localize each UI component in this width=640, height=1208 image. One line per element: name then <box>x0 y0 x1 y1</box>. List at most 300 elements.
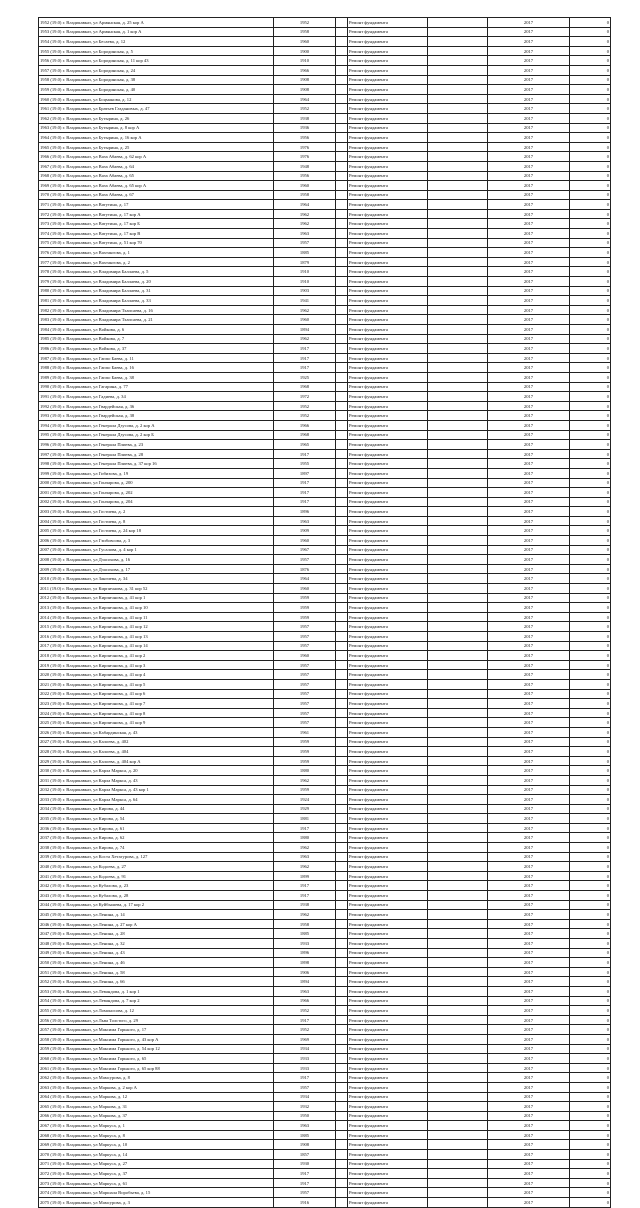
plan-year-cell: 2017 <box>488 1130 570 1140</box>
blank-cell <box>428 843 488 853</box>
table-row <box>39 478 611 488</box>
table-row <box>39 46 611 56</box>
table-row <box>39 1044 611 1054</box>
work-type-cell: Ремонт фундамента <box>348 152 428 162</box>
build-year-cell: 1957 <box>274 1188 336 1198</box>
value-cell: 0 <box>570 449 611 459</box>
work-type-cell: Ремонт фундамента <box>348 756 428 766</box>
blank-cell <box>336 401 348 411</box>
blank-cell <box>336 1198 348 1208</box>
work-type-cell: Ремонт фундамента <box>348 94 428 104</box>
plan-year-cell: 2017 <box>488 229 570 239</box>
plan-year-cell: 2017 <box>488 584 570 594</box>
table-row <box>39 670 611 680</box>
plan-year-cell: 2017 <box>488 727 570 737</box>
work-type-cell: Ремонт фундамента <box>348 919 428 929</box>
address-cell: 2062 (19.0) г. Владикавказ, ул Мамсурова, д. 8 <box>39 1073 274 1083</box>
address-cell: 1994 (19.0) г. Владикавказ, ул Генерала Дзусова, д. 2 кор А <box>39 420 274 430</box>
work-type-cell: Ремонт фундамента <box>348 737 428 747</box>
blank-cell <box>336 737 348 747</box>
build-year-cell: 1957 <box>274 679 336 689</box>
plan-year-cell: 2017 <box>488 612 570 622</box>
plan-year-cell: 2017 <box>488 315 570 325</box>
address-cell: 1965 (19.0) г. Владикавказ, ул Бутырина, д. 25 <box>39 142 274 152</box>
blank-cell <box>428 785 488 795</box>
blank-cell <box>428 353 488 363</box>
blank-cell <box>428 670 488 680</box>
value-cell: 0 <box>570 603 611 613</box>
blank-cell <box>428 449 488 459</box>
blank-cell <box>428 919 488 929</box>
value-cell: 0 <box>570 1044 611 1054</box>
value-cell: 0 <box>570 910 611 920</box>
blank-cell <box>428 823 488 833</box>
work-type-cell: Ремонт фундамента <box>348 804 428 814</box>
plan-year-cell: 2017 <box>488 372 570 382</box>
blank-cell <box>428 497 488 507</box>
address-cell: 2065 (19.0) г. Владикавказ, ул Маркова, д. 31 <box>39 1102 274 1112</box>
value-cell: 0 <box>570 238 611 248</box>
work-type-cell: Ремонт фундамента <box>348 488 428 498</box>
blank-cell <box>336 891 348 901</box>
address-cell: 1959 (19.0) г. Владикавказ, ул Бородинская, д. 40 <box>39 85 274 95</box>
work-type-cell: Ремонт фундамента <box>348 574 428 584</box>
address-cell: 2033 (19.0) г. Владикавказ, ул Карла Маркса, д. 64 <box>39 795 274 805</box>
plan-year-cell: 2017 <box>488 958 570 968</box>
blank-cell <box>428 584 488 594</box>
address-cell: 1962 (19.0) г. Владикавказ, ул Бутырина, д. 26 <box>39 113 274 123</box>
plan-year-cell: 2017 <box>488 382 570 392</box>
blank-cell <box>336 871 348 881</box>
table-row <box>39 459 611 469</box>
table-row <box>39 65 611 75</box>
address-cell: 1988 (19.0) г. Владикавказ, ул Гаппо Баева, д. 16 <box>39 363 274 373</box>
value-cell: 0 <box>570 85 611 95</box>
address-cell: 2050 (19.0) г. Владикавказ, ул Ленина, д. 46 <box>39 958 274 968</box>
build-year-cell: 1948 <box>274 161 336 171</box>
blank-cell <box>336 612 348 622</box>
table-row <box>39 507 611 517</box>
blank-cell <box>336 133 348 143</box>
plan-year-cell: 2017 <box>488 622 570 632</box>
build-year-cell: 1924 <box>274 795 336 805</box>
blank-cell <box>336 1150 348 1160</box>
blank-cell <box>428 133 488 143</box>
address-cell: 2032 (19.0) г. Владикавказ, ул Карла Маркса, д. 43 кор 1 <box>39 785 274 795</box>
work-type-cell: Ремонт фундамента <box>348 1025 428 1035</box>
build-year-cell: 1885 <box>274 929 336 939</box>
blank-cell <box>428 277 488 287</box>
plan-year-cell: 2017 <box>488 27 570 37</box>
table-row <box>39 257 611 267</box>
work-type-cell: Ремонт фундамента <box>348 161 428 171</box>
build-year-cell: 1963 <box>274 986 336 996</box>
table-row <box>39 1034 611 1044</box>
address-cell: 2012 (19.0) г. Владикавказ, ул Кирпичнова, д. 41 кор 1 <box>39 593 274 603</box>
work-type-cell: Ремонт фундамента <box>348 142 428 152</box>
table-row <box>39 449 611 459</box>
value-cell: 0 <box>570 708 611 718</box>
plan-year-cell: 2017 <box>488 46 570 56</box>
build-year-cell: 1950 <box>274 1111 336 1121</box>
value-cell: 0 <box>570 46 611 56</box>
blank-cell <box>428 833 488 843</box>
blank-cell <box>428 536 488 546</box>
address-cell: 2056 (19.0) г. Владикавказ, ул Льва Толстого, д. 29 <box>39 1015 274 1025</box>
value-cell: 0 <box>570 305 611 315</box>
table-row <box>39 536 611 546</box>
blank-cell <box>428 219 488 229</box>
build-year-cell: 1959 <box>274 603 336 613</box>
plan-year-cell: 2017 <box>488 1082 570 1092</box>
blank-cell <box>336 574 348 584</box>
address-cell: 2035 (19.0) г. Владикавказ, ул Кирова, д. 54 <box>39 814 274 824</box>
blank-cell <box>336 584 348 594</box>
build-year-cell: 1963 <box>274 852 336 862</box>
blank-cell <box>336 622 348 632</box>
work-type-cell: Ремонт фундамента <box>348 536 428 546</box>
build-year-cell: 1917 <box>274 449 336 459</box>
blank-cell <box>428 1169 488 1179</box>
blank-cell <box>428 104 488 114</box>
table-row <box>39 181 611 191</box>
address-cell: 1998 (19.0) г. Владикавказ, ул Генерала Плиева, д. 37 кор 16 <box>39 459 274 469</box>
value-cell: 0 <box>570 670 611 680</box>
blank-cell <box>428 325 488 335</box>
build-year-cell: 1929 <box>274 804 336 814</box>
address-cell: 1957 (19.0) г. Владикавказ, ул Бородинская, д. 24 <box>39 65 274 75</box>
work-type-cell: Ремонт фундамента <box>348 27 428 37</box>
build-year-cell: 1967 <box>274 545 336 555</box>
table-row <box>39 1102 611 1112</box>
blank-cell <box>336 545 348 555</box>
table-row <box>39 325 611 335</box>
value-cell: 0 <box>570 555 611 565</box>
build-year-cell: 1969 <box>274 1034 336 1044</box>
build-year-cell: 1917 <box>274 1169 336 1179</box>
work-type-cell: Ремонт фундамента <box>348 248 428 258</box>
blank-cell <box>336 775 348 785</box>
work-type-cell: Ремонт фундамента <box>348 113 428 123</box>
plan-year-cell: 2017 <box>488 718 570 728</box>
blank-cell <box>336 804 348 814</box>
blank-cell <box>336 996 348 1006</box>
blank-cell <box>336 1130 348 1140</box>
work-type-cell: Ремонт фундамента <box>348 603 428 613</box>
table-row <box>39 699 611 709</box>
blank-cell <box>336 344 348 354</box>
address-cell: 1982 (19.0) г. Владикавказ, ул Владимира Тхапсаева, д. 16 <box>39 305 274 315</box>
blank-cell <box>428 795 488 805</box>
work-type-cell: Ремонт фундамента <box>348 1159 428 1169</box>
blank-cell <box>336 334 348 344</box>
table-row <box>39 632 611 642</box>
build-year-cell: 1932 <box>274 1102 336 1112</box>
build-year-cell: 1964 <box>274 94 336 104</box>
work-type-cell: Ремонт фундамента <box>348 344 428 354</box>
value-cell: 0 <box>570 795 611 805</box>
value-cell: 0 <box>570 929 611 939</box>
address-cell: 2053 (19.0) г. Владикавказ, ул Левандова, д. 1 кор 1 <box>39 986 274 996</box>
build-year-cell: 1963 <box>274 1121 336 1131</box>
plan-year-cell: 2017 <box>488 775 570 785</box>
address-cell: 2044 (19.0) г. Владикавказ, ул Куйбышева, д. 17 кор 2 <box>39 900 274 910</box>
work-type-cell: Ремонт фундамента <box>348 1111 428 1121</box>
build-year-cell: 1957 <box>274 1082 336 1092</box>
build-year-cell: 1966 <box>274 65 336 75</box>
work-type-cell: Ремонт фундамента <box>348 775 428 785</box>
address-cell: 2075 (19.0) г. Владикавказ, ул Мамсурова, д. 3 <box>39 1198 274 1208</box>
build-year-cell: 1898 <box>274 958 336 968</box>
build-year-cell: 1934 <box>274 1092 336 1102</box>
build-year-cell: 1930 <box>274 1159 336 1169</box>
work-type-cell: Ремонт фундамента <box>348 449 428 459</box>
address-cell: 2036 (19.0) г. Владикавказ, ул Кирова, д. 61 <box>39 823 274 833</box>
value-cell: 0 <box>570 1034 611 1044</box>
value-cell: 0 <box>570 37 611 47</box>
plan-year-cell: 2017 <box>488 296 570 306</box>
plan-year-cell: 2017 <box>488 430 570 440</box>
work-type-cell: Ремонт фундамента <box>348 929 428 939</box>
value-cell: 0 <box>570 161 611 171</box>
work-type-cell: Ремонт фундамента <box>348 430 428 440</box>
blank-cell <box>336 200 348 210</box>
build-year-cell: 1959 <box>274 737 336 747</box>
build-year-cell: 1910 <box>274 267 336 277</box>
value-cell: 0 <box>570 891 611 901</box>
value-cell: 0 <box>570 574 611 584</box>
work-type-cell: Ремонт фундамента <box>348 996 428 1006</box>
work-type-cell: Ремонт фундамента <box>348 1169 428 1179</box>
plan-year-cell: 2017 <box>488 823 570 833</box>
blank-cell <box>336 986 348 996</box>
plan-year-cell: 2017 <box>488 257 570 267</box>
blank-cell <box>336 46 348 56</box>
work-type-cell: Ремонт фундамента <box>348 795 428 805</box>
blank-cell <box>336 459 348 469</box>
work-type-cell: Ремонт фундамента <box>348 1006 428 1016</box>
table-row <box>39 718 611 728</box>
value-cell: 0 <box>570 94 611 104</box>
blank-cell <box>428 46 488 56</box>
table-row <box>39 1006 611 1016</box>
blank-cell <box>428 526 488 536</box>
blank-cell <box>428 1159 488 1169</box>
build-year-cell: 1917 <box>274 363 336 373</box>
blank-cell <box>336 27 348 37</box>
build-year-cell: 1966 <box>274 420 336 430</box>
table-row <box>39 660 611 670</box>
table-row <box>39 190 611 200</box>
plan-year-cell: 2017 <box>488 468 570 478</box>
plan-year-cell: 2017 <box>488 555 570 565</box>
blank-cell <box>336 305 348 315</box>
plan-year-cell: 2017 <box>488 449 570 459</box>
plan-year-cell: 2017 <box>488 929 570 939</box>
blank-cell <box>428 334 488 344</box>
build-year-cell: 1917 <box>274 1178 336 1188</box>
table-row <box>39 852 611 862</box>
address-cell: 1987 (19.0) г. Владикавказ, ул Гаппо Баева, д. 11 <box>39 353 274 363</box>
value-cell: 0 <box>570 353 611 363</box>
work-type-cell: Ремонт фундамента <box>348 123 428 133</box>
plan-year-cell: 2017 <box>488 1140 570 1150</box>
table-row <box>39 104 611 114</box>
address-cell: 1986 (19.0) г. Владикавказ, ул Войкова, д. 37 <box>39 344 274 354</box>
blank-cell <box>336 795 348 805</box>
value-cell: 0 <box>570 181 611 191</box>
blank-cell <box>336 747 348 757</box>
work-type-cell: Ремонт фундамента <box>348 171 428 181</box>
value-cell: 0 <box>570 267 611 277</box>
blank-cell <box>428 468 488 478</box>
blank-cell <box>428 1044 488 1054</box>
value-cell: 0 <box>570 142 611 152</box>
plan-year-cell: 2017 <box>488 209 570 219</box>
plan-year-cell: 2017 <box>488 967 570 977</box>
value-cell: 0 <box>570 123 611 133</box>
table-row <box>39 315 611 325</box>
blank-cell <box>428 939 488 949</box>
address-cell: 2002 (19.0) г. Владикавказ, ул Гончарова, д. 204 <box>39 497 274 507</box>
value-cell: 0 <box>570 334 611 344</box>
address-cell: 2051 (19.0) г. Владикавказ, ул Ленина, д. 58 <box>39 967 274 977</box>
blank-cell <box>336 593 348 603</box>
work-type-cell: Ремонт фундамента <box>348 277 428 287</box>
build-year-cell: 1917 <box>274 344 336 354</box>
build-year-cell: 1976 <box>274 152 336 162</box>
address-cell: 1963 (19.0) г. Владикавказ, ул Бутырина, д. 8 кор А <box>39 123 274 133</box>
blank-cell <box>336 766 348 776</box>
table-row <box>39 919 611 929</box>
value-cell: 0 <box>570 977 611 987</box>
table-row <box>39 123 611 133</box>
plan-year-cell: 2017 <box>488 756 570 766</box>
address-cell: 1954 (19.0) г. Владикавказ, ул Бесаева, д. 12 <box>39 37 274 47</box>
table-row <box>39 200 611 210</box>
plan-year-cell: 2017 <box>488 248 570 258</box>
blank-cell <box>428 593 488 603</box>
work-type-cell: Ремонт фундамента <box>348 679 428 689</box>
value-cell: 0 <box>570 468 611 478</box>
table-row <box>39 229 611 239</box>
address-cell: 2061 (19.0) г. Владикавказ, ул Максима Горького, д. 65 кор 88 <box>39 1063 274 1073</box>
plan-year-cell: 2017 <box>488 420 570 430</box>
value-cell: 0 <box>570 1121 611 1131</box>
blank-cell <box>428 85 488 95</box>
table-row <box>39 708 611 718</box>
value-cell: 0 <box>570 660 611 670</box>
blank-cell <box>336 123 348 133</box>
value-cell: 0 <box>570 967 611 977</box>
blank-cell <box>428 401 488 411</box>
table-row <box>39 622 611 632</box>
address-cell: 2024 (19.0) г. Владикавказ, ул Кирпичнова, д. 41 кор 8 <box>39 708 274 718</box>
value-cell: 0 <box>570 1150 611 1160</box>
work-type-cell: Ремонт фундамента <box>348 871 428 881</box>
blank-cell <box>336 37 348 47</box>
blank-cell <box>428 679 488 689</box>
blank-cell <box>336 1188 348 1198</box>
table-row <box>39 795 611 805</box>
table-row <box>39 75 611 85</box>
value-cell: 0 <box>570 526 611 536</box>
blank-cell <box>428 996 488 1006</box>
table-row <box>39 948 611 958</box>
address-cell: 1958 (19.0) г. Владикавказ, ул Бородинская, д. 38 <box>39 75 274 85</box>
table-row <box>39 85 611 95</box>
plan-year-cell: 2017 <box>488 516 570 526</box>
table-row <box>39 641 611 651</box>
work-type-cell: Ремонт фундамента <box>348 689 428 699</box>
work-type-cell: Ремонт фундамента <box>348 1130 428 1140</box>
build-year-cell: 1959 <box>274 756 336 766</box>
plan-year-cell: 2017 <box>488 507 570 517</box>
work-type-cell: Ремонт фундамента <box>348 507 428 517</box>
plan-year-cell: 2017 <box>488 986 570 996</box>
value-cell: 0 <box>570 65 611 75</box>
work-type-cell: Ремонт фундамента <box>348 862 428 872</box>
address-cell: 1999 (19.0) г. Владикавказ, ул Гибизова, д. 19 <box>39 468 274 478</box>
blank-cell <box>428 574 488 584</box>
blank-cell <box>336 277 348 287</box>
address-cell: 2020 (19.0) г. Владикавказ, ул Кирпичнова, д. 41 кор 4 <box>39 670 274 680</box>
plan-year-cell: 2017 <box>488 219 570 229</box>
blank-cell <box>336 958 348 968</box>
blank-cell <box>336 1111 348 1121</box>
blank-cell <box>336 948 348 958</box>
table-row <box>39 286 611 296</box>
table-row <box>39 1121 611 1131</box>
value-cell: 0 <box>570 785 611 795</box>
work-type-cell: Ремонт фундамента <box>348 334 428 344</box>
blank-cell <box>428 718 488 728</box>
address-cell: 2058 (19.0) г. Владикавказ, ул Максима Горького, д. 43 кор А <box>39 1034 274 1044</box>
address-cell: 1968 (19.0) г. Владикавказ, ул Ваза Абаева, д. 65 <box>39 171 274 181</box>
address-cell: 2046 (19.0) г. Владикавказ, ул Ленина, д. 27 кор А <box>39 919 274 929</box>
blank-cell <box>336 977 348 987</box>
address-cell: 2000 (19.0) г. Владикавказ, ул Гончарова, д. 200 <box>39 478 274 488</box>
table-row <box>39 1198 611 1208</box>
address-cell: 1975 (19.0) г. Владикавказ, ул Ватутина, д. 51 кор 70 <box>39 238 274 248</box>
build-year-cell: 1952 <box>274 1025 336 1035</box>
address-cell: 2009 (19.0) г. Владикавказ, ул Дзасохова, д. 17 <box>39 564 274 574</box>
blank-cell <box>428 910 488 920</box>
value-cell: 0 <box>570 75 611 85</box>
plan-year-cell: 2017 <box>488 392 570 402</box>
table-row <box>39 929 611 939</box>
address-cell: 2057 (19.0) г. Владикавказ, ул Максима Горького, д. 17 <box>39 1025 274 1035</box>
work-type-cell: Ремонт фундамента <box>348 545 428 555</box>
table-row <box>39 612 611 622</box>
blank-cell <box>428 1073 488 1083</box>
plan-year-cell: 2017 <box>488 651 570 661</box>
build-year-cell: 1957 <box>274 641 336 651</box>
value-cell: 0 <box>570 632 611 642</box>
blank-cell <box>428 257 488 267</box>
table-row <box>39 574 611 584</box>
build-year-cell: 1885 <box>274 248 336 258</box>
work-type-cell: Ремонт фундамента <box>348 75 428 85</box>
value-cell: 0 <box>570 516 611 526</box>
build-year-cell: 1917 <box>274 353 336 363</box>
work-type-cell: Ремонт фундамента <box>348 420 428 430</box>
build-year-cell: 1962 <box>274 910 336 920</box>
address-cell: 1983 (19.0) г. Владикавказ, ул Владимира Тхапсаева, д. 21 <box>39 315 274 325</box>
value-cell: 0 <box>570 775 611 785</box>
plan-year-cell: 2017 <box>488 1178 570 1188</box>
build-year-cell: 1960 <box>274 536 336 546</box>
